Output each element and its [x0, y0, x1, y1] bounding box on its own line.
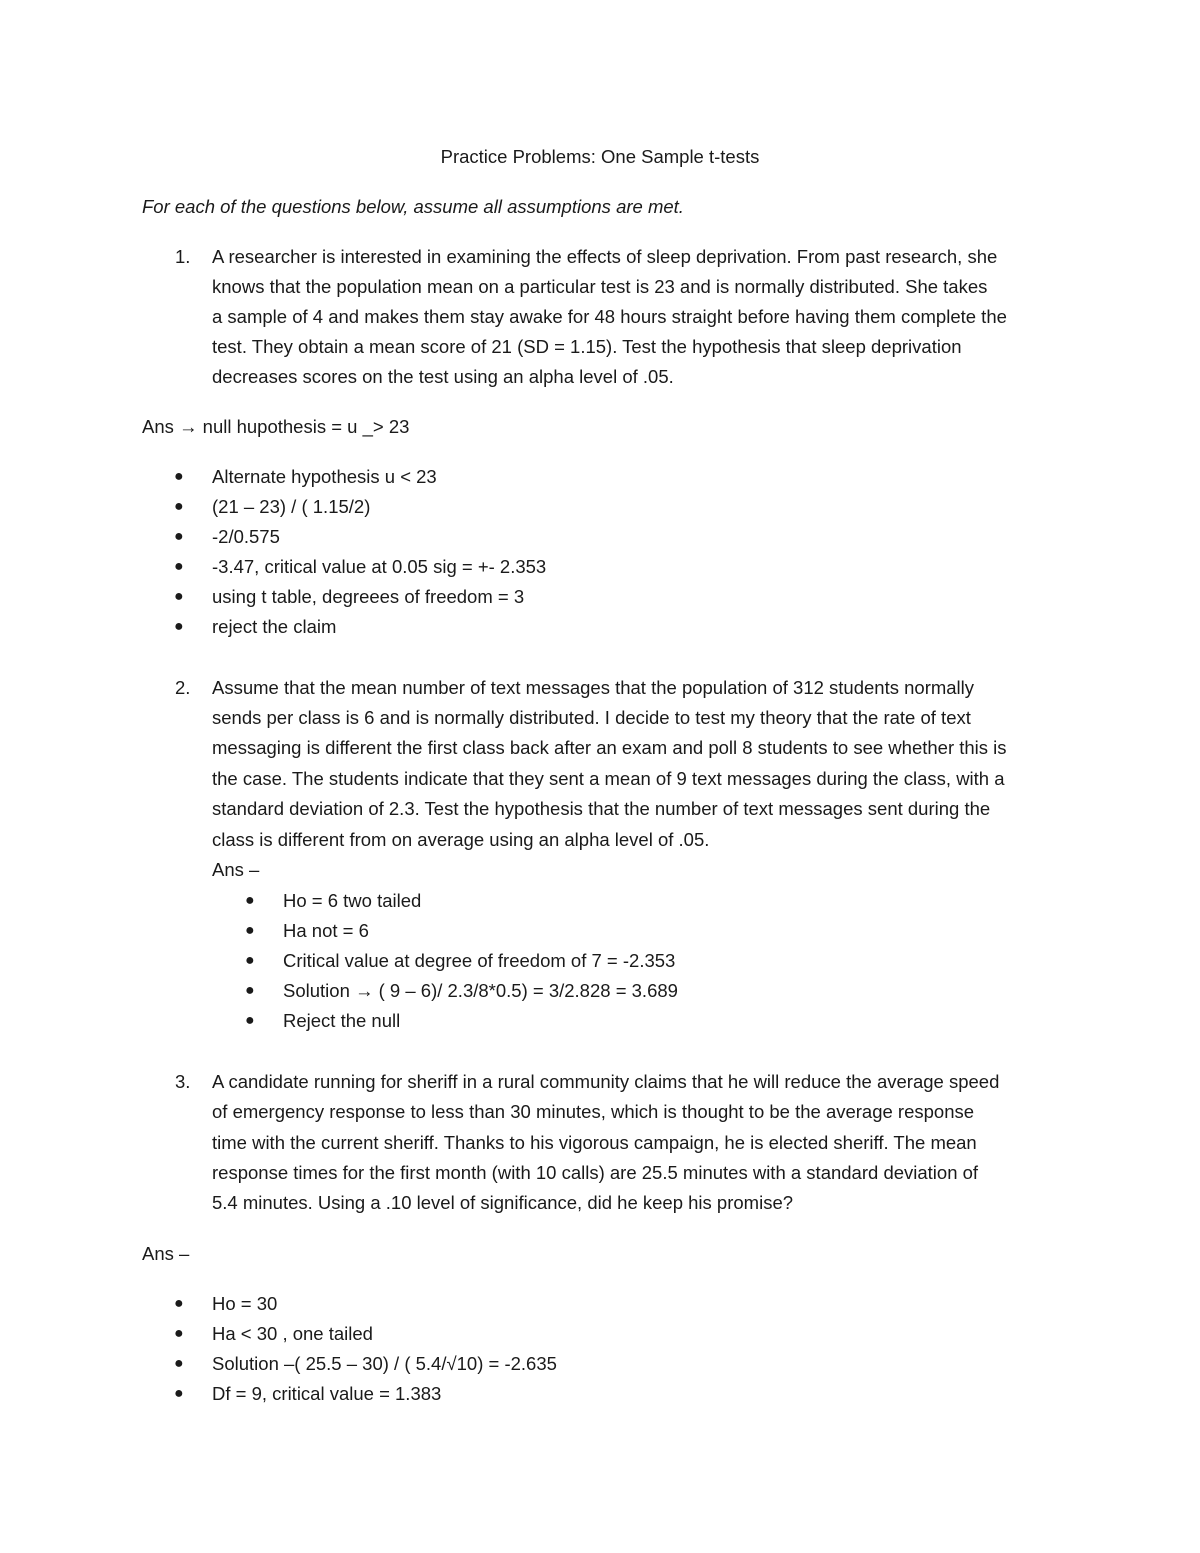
problem-2-answer-1: Ho = 6 two tailed: [283, 890, 422, 911]
problem-3-answer-4: Df = 9, critical value = 1.383: [212, 1383, 442, 1404]
problem-2-answer-heading: Ans –: [212, 859, 260, 880]
problem-1-answer-4: -3.47, critical value at 0.05 sig = +- 2.353: [212, 556, 547, 577]
bullet-icon: [174, 492, 184, 522]
problem-2-answer-5: Reject the null: [283, 1010, 401, 1031]
problem-2-line-5: standard deviation of 2.3. Test the hypothesis that the number of text messages sent during the: [212, 798, 991, 819]
problem-1-line-5: decreases scores on the test using an alpha level of .05.: [212, 366, 674, 387]
problem-1-line-1: A researcher is interested in examining the effects of sleep deprivation. From past research, she: [212, 246, 998, 267]
page-title: Practice Problems: One Sample t-tests: [440, 146, 760, 167]
problem-2-answer-2: Ha not = 6: [283, 920, 369, 941]
problem-1-line-2: knows that the population mean on a particular test is 23 and is normally distributed. She takes: [212, 276, 988, 297]
problem-2-answer-4: Solution → ( 9 – 6)/ 2.3/8*0.5) = 3/2.828 = 3.689: [283, 980, 678, 1001]
problem-2-line-6: class is different from on average using an alpha level of .05.: [212, 829, 710, 850]
bullet-icon: [174, 1319, 184, 1349]
problem-2-line-3: messaging is different the first class back after an exam and poll 8 students to see whether this is: [212, 737, 1007, 758]
bullet-icon: [174, 522, 184, 552]
bullet-icon: [174, 552, 184, 582]
problem-1-answer-6: reject the claim: [212, 616, 337, 637]
problem-3-line-4: response times for the first month (with 10 calls) are 25.5 minutes with a standard deviation of: [212, 1162, 979, 1183]
bullet-icon: [174, 612, 184, 642]
problem-3-answer-heading: Ans –: [142, 1243, 190, 1264]
bullet-icon: [174, 1349, 184, 1379]
problem-1-answer-2: (21 – 23) / ( 1.15/2): [212, 496, 371, 517]
problem-3-answer-2: Ha < 30 , one tailed: [212, 1323, 373, 1344]
problem-2-line-4: the case. The students indicate that they sent a mean of 9 text messages during the class, with a: [212, 768, 1005, 789]
problem-2-line-2: sends per class is 6 and is normally distributed. I decide to test my theory that the rate of text: [212, 707, 971, 728]
bullet-icon: [174, 462, 184, 492]
bullet-icon: [245, 916, 255, 946]
problem-3-answer-3: Solution –( 25.5 – 30) / ( 5.4/√10) = -2.635: [212, 1353, 557, 1374]
problem-1-answer-heading: Ans → null hupothesis = u _> 23: [142, 416, 410, 437]
problem-1-answer-5: using t table, degreees of freedom = 3: [212, 586, 525, 607]
bullet-icon: [245, 946, 255, 976]
problem-1-answer-1: Alternate hypothesis u < 23: [212, 466, 437, 487]
problem-1-line-4: test. They obtain a mean score of 21 (SD = 1.15). Test the hypothesis that sleep deprivation: [212, 336, 962, 357]
bullet-icon: [174, 1289, 184, 1319]
problem-3-number: 3.: [175, 1071, 191, 1092]
instructions: For each of the questions below, assume all assumptions are met.: [142, 196, 684, 217]
problem-1-answer-3: -2/0.575: [212, 526, 280, 547]
bullet-icon: [174, 582, 184, 612]
bullet-icon: [245, 1006, 255, 1036]
problem-3-line-1: A candidate running for sheriff in a rural community claims that he will reduce the average speed: [212, 1071, 1000, 1092]
problem-2-answer-3: Critical value at degree of freedom of 7 = -2.353: [283, 950, 676, 971]
problem-1-line-3: a sample of 4 and makes them stay awake for 48 hours straight before having them complete the: [212, 306, 1007, 327]
problem-1-number: 1.: [175, 246, 191, 267]
bullet-icon: [174, 1379, 184, 1409]
problem-2-number: 2.: [175, 677, 191, 698]
problem-3-line-3: time with the current sheriff. Thanks to his vigorous campaign, he is elected sheriff. The mean: [212, 1132, 977, 1153]
bullet-icon: [245, 886, 255, 916]
problem-3-line-5: 5.4 minutes. Using a .10 level of significance, did he keep his promise?: [212, 1192, 794, 1213]
bullet-icon: [245, 976, 255, 1006]
problem-2-line-1: Assume that the mean number of text messages that the population of 312 students normally: [212, 677, 975, 698]
problem-3-answer-1: Ho = 30: [212, 1293, 278, 1314]
problem-3-line-2: of emergency response to less than 30 minutes, which is thought to be the average response: [212, 1101, 975, 1122]
